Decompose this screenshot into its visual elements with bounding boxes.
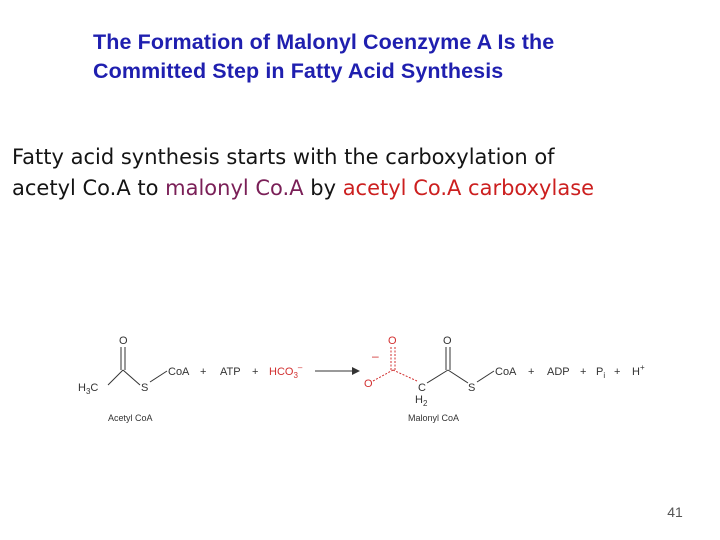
- methylene-h: H: [415, 394, 423, 406]
- plus-sign: +: [528, 366, 535, 378]
- methyl-h: H: [78, 382, 86, 394]
- slide-body-text: [12, 142, 712, 204]
- enzyme-term: acetyl Co.A carboxylase: [342, 176, 595, 200]
- page-number: 41: [667, 504, 683, 520]
- carboxyl-bond: [373, 370, 393, 381]
- adp-label: ADP: [547, 366, 570, 378]
- carboxyl-bond: [393, 370, 417, 381]
- malonyl-bond: [427, 370, 448, 383]
- acetyl-bond: [108, 370, 123, 385]
- malonyl-bond: [448, 370, 468, 383]
- reaction-arrow: [315, 367, 360, 375]
- body-line-2: [12, 173, 712, 204]
- carboxylate-charge: –: [372, 349, 379, 363]
- plus-sign: +: [614, 366, 621, 378]
- slide-title-line-1: The Formation of Malonyl Coenzyme A Is the: [93, 30, 555, 54]
- acetyl-coa-group: CoA: [168, 366, 190, 378]
- reaction-equation-diagram: [70, 325, 660, 430]
- bicarbonate-subscript: 3: [293, 371, 298, 380]
- slide-title: [93, 28, 713, 86]
- acetyl-bond: [150, 371, 167, 382]
- bicarbonate-formula: HCO: [269, 366, 294, 378]
- proton-label: [632, 363, 645, 378]
- slide-title-line-2: Committed Step in Fatty Acid Synthesis: [93, 59, 504, 83]
- methyl-c: C: [90, 382, 99, 394]
- acetyl-coa-label: Acetyl CoA: [108, 413, 153, 423]
- methylene-subscript: 2: [422, 399, 428, 408]
- plus-sign: +: [252, 366, 259, 378]
- carboxyl-oxygen-bottom: O: [364, 378, 373, 390]
- methylene-carbon: C: [418, 382, 426, 394]
- phosphate-subscript: i: [603, 371, 606, 380]
- acetyl-sulfur: S: [141, 382, 149, 394]
- body-line-1: Fatty acid synthesis starts with the carboxylation of: [12, 145, 555, 169]
- body-text-segment: by: [303, 176, 343, 200]
- phosphate-p: P: [596, 366, 604, 378]
- malonyl-coa-group: CoA: [495, 366, 517, 378]
- acetyl-bond: [123, 370, 140, 385]
- methylene-hydrogens: [415, 394, 428, 408]
- bicarbonate-charge: –: [297, 363, 303, 372]
- malonyl-carbonyl-oxygen: O: [443, 335, 452, 347]
- plus-sign: +: [580, 366, 587, 378]
- malonyl-coa-label: Malonyl CoA: [408, 413, 460, 423]
- malonyl-bond: [477, 371, 494, 382]
- malonyl-coa-term: malonyl Co.A: [165, 176, 304, 200]
- atp-label: ATP: [220, 366, 241, 378]
- methyl-subscript: 3: [85, 387, 91, 396]
- inorganic-phosphate-label: [596, 366, 605, 380]
- proton-charge: +: [639, 363, 645, 372]
- bicarbonate-label: [269, 363, 303, 380]
- body-text-segment: acetyl Co.A to: [12, 176, 166, 200]
- malonyl-sulfur: S: [468, 382, 476, 394]
- acetyl-methyl-group: [78, 382, 98, 396]
- acetyl-coa-structure: [78, 335, 190, 423]
- proton-h: H: [632, 366, 640, 378]
- malonyl-coa-structure: [364, 335, 517, 423]
- carboxyl-oxygen-top: O: [388, 335, 397, 347]
- acetyl-carbonyl-oxygen: O: [119, 335, 128, 347]
- plus-sign: +: [200, 366, 207, 378]
